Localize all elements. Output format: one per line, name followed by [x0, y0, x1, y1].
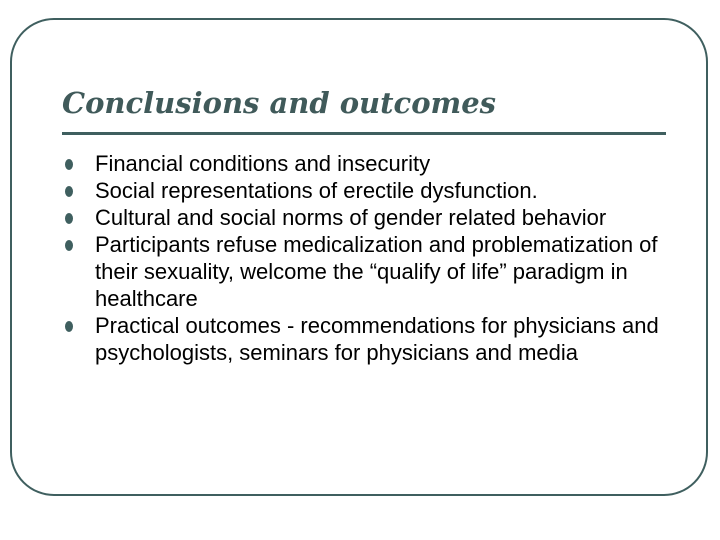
list-item — [62, 177, 672, 204]
bullet-text: Practical outcomes - recommendations for physicians and psychologists, seminars for physicians and media — [95, 313, 659, 365]
list-item — [62, 312, 672, 366]
bullet-icon — [65, 213, 73, 224]
list-item — [62, 231, 672, 312]
bullet-icon — [65, 240, 73, 251]
bullet-text: Financial conditions and insecurity — [95, 151, 431, 176]
title-underline — [62, 132, 666, 135]
bullet-list — [62, 150, 672, 366]
bullet-icon — [65, 321, 73, 332]
bullet-text: Social representations of erectile dysfunction. — [95, 178, 538, 203]
bullet-text: Participants refuse medicalization and problematization of their sexuality, welcome the “qualify of life” paradigm in healthcare — [95, 232, 658, 311]
list-item — [62, 150, 672, 177]
bullet-text: Cultural and social norms of gender related behavior — [95, 205, 607, 230]
bullet-icon — [65, 159, 73, 170]
list-item — [62, 204, 672, 231]
slide-title: Conclusions and outcomes — [62, 86, 496, 120]
bullet-icon — [65, 186, 73, 197]
